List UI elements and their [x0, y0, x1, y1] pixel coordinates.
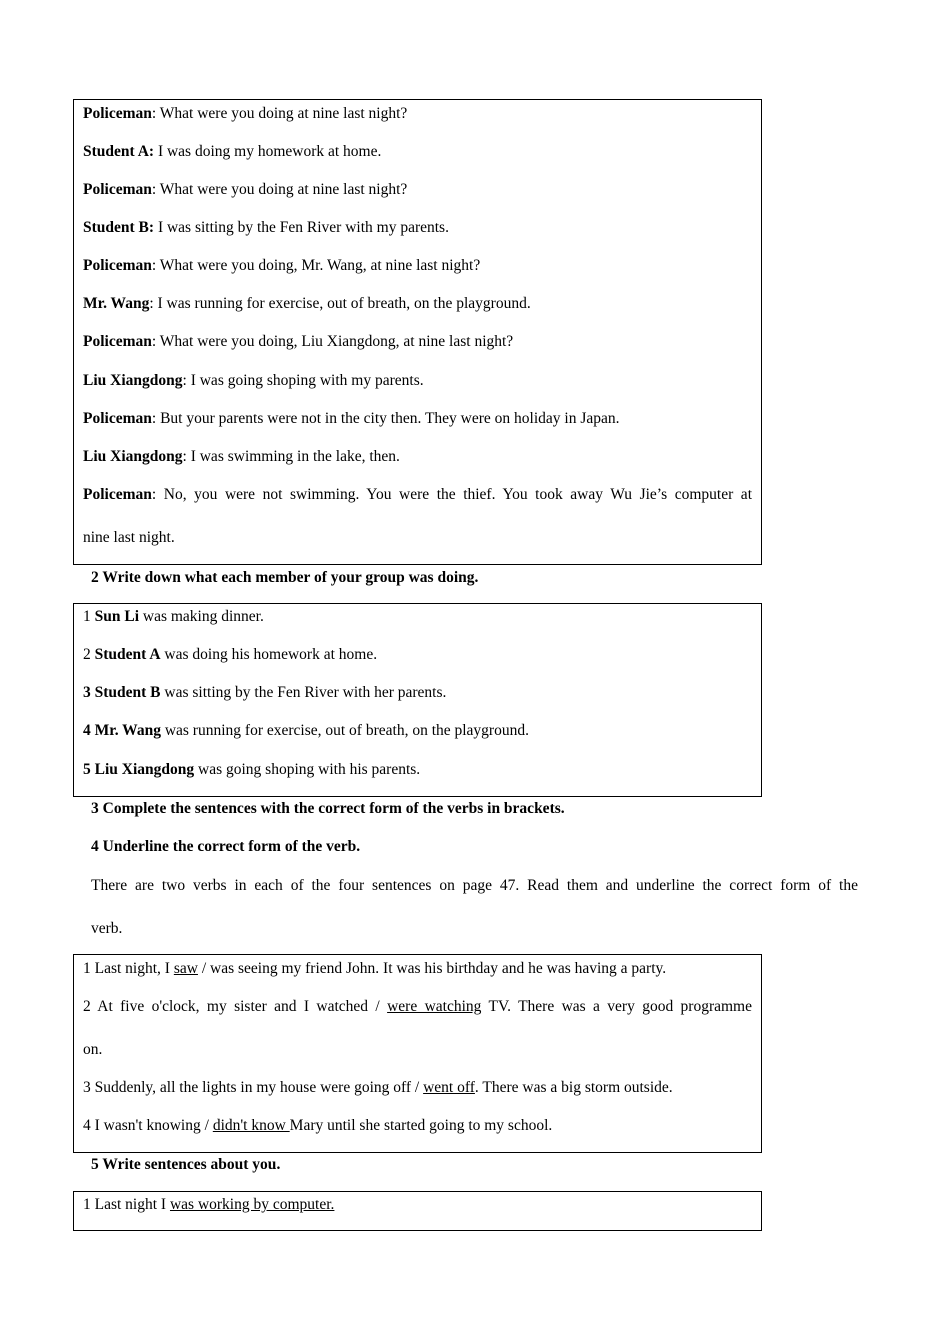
speaker: Policeman — [83, 410, 152, 427]
verb-sentences-box — [73, 954, 762, 1153]
section-4-instruction: There are two verbs in each of the four sentences on page 47. Read them and underline the correct form of the — [91, 877, 858, 894]
speaker: Student B: — [83, 219, 155, 236]
underlined-answer: didn't know — [212, 1117, 290, 1134]
speaker: Policeman — [83, 486, 152, 503]
dialogue-line: Policeman: What were you doing, Mr. Wang, at nine last night? — [83, 257, 481, 274]
section-3-heading: 3 Complete the sentences with the correct form of the verbs in brackets. — [91, 800, 565, 817]
dialogue-line: Liu Xiangdong: I was swimming in the lake, then. — [83, 448, 400, 465]
underlined-answer: were watching — [387, 998, 482, 1015]
utterance: But your parents were not in the city then. They were on holiday in Japan. — [160, 410, 620, 427]
sentence: 3 Suddenly, all the lights in my house were going off / went off. There was a big storm outside. — [83, 1079, 673, 1096]
speaker: Mr. Wang — [83, 295, 150, 312]
about-you-box — [73, 1191, 762, 1231]
utterance: I was doing my homework at home. — [157, 143, 382, 160]
list-item: 5 Liu Xiangdong was going shoping with his parents. — [83, 761, 421, 778]
utterance: I was sitting by the Fen River with my parents. — [157, 219, 449, 236]
dialogue-line: Liu Xiangdong: I was going shoping with my parents. — [83, 372, 424, 389]
section-2-heading: 2 Write down what each member of your group was doing. — [91, 569, 479, 586]
speaker: Student A: — [83, 143, 155, 160]
dialogue-line: Policeman: No, you were not swimming. You were the thief. You took away Wu Jie’s computer at — [83, 486, 752, 503]
dialogue-line — [83, 219, 752, 237]
dialogue-line: Policeman: What were you doing at nine last night? — [83, 105, 408, 122]
member-name: Student B — [94, 684, 161, 701]
member-name: Liu Xiangdong — [94, 761, 195, 778]
speaker: Liu Xiangdong — [83, 448, 183, 465]
sentence: 4 I wasn't knowing / didn't know Mary until she started going to my school. — [83, 1117, 553, 1134]
dialogue-line — [83, 143, 752, 161]
list-item: 1 Sun Li was making dinner. — [83, 608, 264, 625]
underlined-answer: was working by computer. — [169, 1196, 335, 1213]
utterance: What were you doing at nine last night? — [159, 181, 408, 198]
utterance: No, you were not swimming. You were the thief. You took away Wu Jie’s computer at — [163, 486, 752, 503]
answer-line: 1 Last night I was working by computer. — [83, 1196, 335, 1213]
list-item: 4 Mr. Wang was running for exercise, out of breath, on the playground. — [83, 722, 529, 739]
utterance: What were you doing, Mr. Wang, at nine last night? — [159, 257, 481, 274]
list-item: 3 Student B was sitting by the Fen River with her parents. — [83, 684, 447, 701]
utterance: What were you doing at nine last night? — [159, 105, 408, 122]
utterance: I was swimming in the lake, then. — [190, 448, 400, 465]
member-name: Student A — [94, 646, 161, 663]
dialogue-line-continued: nine last night. — [83, 529, 175, 546]
member-name: Mr. Wang — [94, 722, 161, 739]
dialogue-line: Mr. Wang: I was running for exercise, out of breath, on the playground. — [83, 295, 531, 312]
dialogue-line: Policeman: What were you doing, Liu Xiangdong, at nine last night? — [83, 333, 514, 350]
list-item: 2 Student A was doing his homework at home. — [83, 646, 378, 663]
utterance: I was running for exercise, out of breath, on the playground. — [157, 295, 531, 312]
dialogue-line: Policeman: What were you doing at nine last night? — [83, 181, 408, 198]
section-5-heading: 5 Write sentences about you. — [91, 1156, 281, 1173]
speaker: Policeman — [83, 105, 152, 122]
speaker: Policeman — [83, 181, 152, 198]
speaker: Policeman — [83, 257, 152, 274]
sentence: 1 Last night, I saw / was seeing my friend John. It was his birthday and he was having a party. — [83, 960, 667, 977]
section-4-heading: 4 Underline the correct form of the verb. — [91, 838, 361, 855]
sentence-continued: on. — [83, 1041, 103, 1058]
dialogue-line: Policeman: But your parents were not in the city then. They were on holiday in Japan. — [83, 410, 620, 427]
dialogue-box — [73, 99, 762, 565]
member-name: Sun Li — [94, 608, 140, 625]
group-members-box — [73, 603, 762, 797]
speaker: Policeman — [83, 333, 152, 350]
sentence: 2 At five o'clock, my sister and I watched / were watching TV. There was a very good programme — [83, 998, 752, 1015]
underlined-answer: went off — [423, 1079, 475, 1096]
underlined-answer: saw — [173, 960, 198, 977]
section-4-instruction-continued: verb. — [91, 920, 123, 937]
utterance: I was going shoping with my parents. — [190, 372, 424, 389]
utterance: What were you doing, Liu Xiangdong, at nine last night? — [159, 333, 514, 350]
speaker: Liu Xiangdong — [83, 372, 183, 389]
